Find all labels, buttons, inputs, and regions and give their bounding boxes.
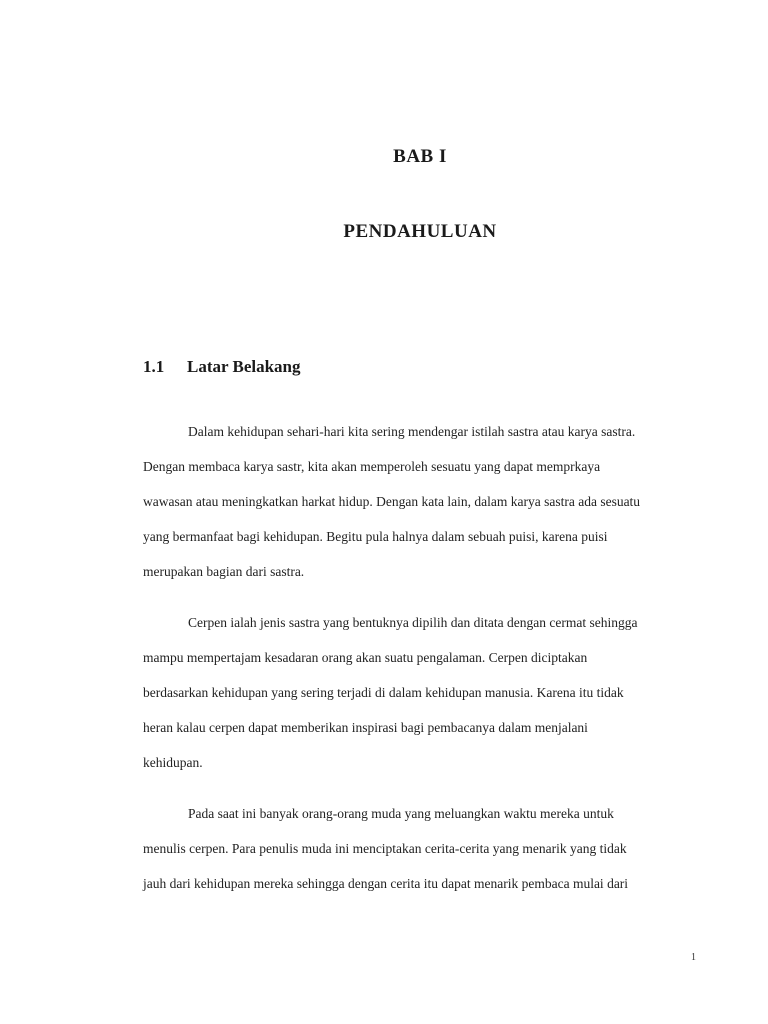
paragraph-line: mampu mempertajam kesadaran orang akan suatu pengalaman. Cerpen diciptakan [143, 650, 588, 665]
paragraph-line: merupakan bagian dari sastra. [143, 564, 305, 579]
paragraph-line: wawasan atau meningkatkan harkat hidup. Dengan kata lain, dalam karya sastra ada sesuatu [143, 494, 641, 509]
paragraph-line: Dalam kehidupan sehari-hari kita sering mendengar istilah sastra atau karya sastra. [188, 424, 636, 439]
paragraph-line: kehidupan. [143, 755, 203, 770]
chapter-title: PENDAHULUAN [343, 221, 497, 242]
paragraph-2 [143, 605, 703, 780]
paragraph-line: menulis cerpen. Para penulis muda ini menciptakan cerita-cerita yang menarik yang tidak [143, 841, 627, 856]
section-title: Latar Belakang [187, 357, 301, 376]
paragraph-line: jauh dari kehidupan mereka sehingga dengan cerita itu dapat menarik pembaca mulai dari [143, 876, 629, 891]
page-number: 1 [691, 952, 696, 963]
paragraph-line: heran kalau cerpen dapat memberikan inspirasi bagi pembacanya dalam menjalani [143, 720, 588, 735]
paragraph-line: Pada saat ini banyak orang-orang muda yang meluangkan waktu mereka untuk [188, 806, 614, 821]
paragraph-line: Dengan membaca karya sastr, kita akan memperoleh sesuatu yang dapat memprkaya [143, 459, 601, 474]
chapter-number: BAB I [393, 146, 447, 167]
paragraph-line: Cerpen ialah jenis sastra yang bentuknya dipilih dan ditata dengan cermat sehingga [188, 615, 638, 630]
section-heading [143, 357, 301, 377]
paragraph-line: yang bermanfaat bagi kehidupan. Begitu pula halnya dalam sebuah puisi, karena puisi [143, 529, 608, 544]
paragraph-line: berdasarkan kehidupan yang sering terjadi di dalam kehidupan manusia. Karena itu tidak [143, 685, 624, 700]
section-number: 1.1 [143, 357, 165, 376]
paragraph-1 [143, 414, 703, 589]
paragraph-3 [143, 796, 703, 901]
